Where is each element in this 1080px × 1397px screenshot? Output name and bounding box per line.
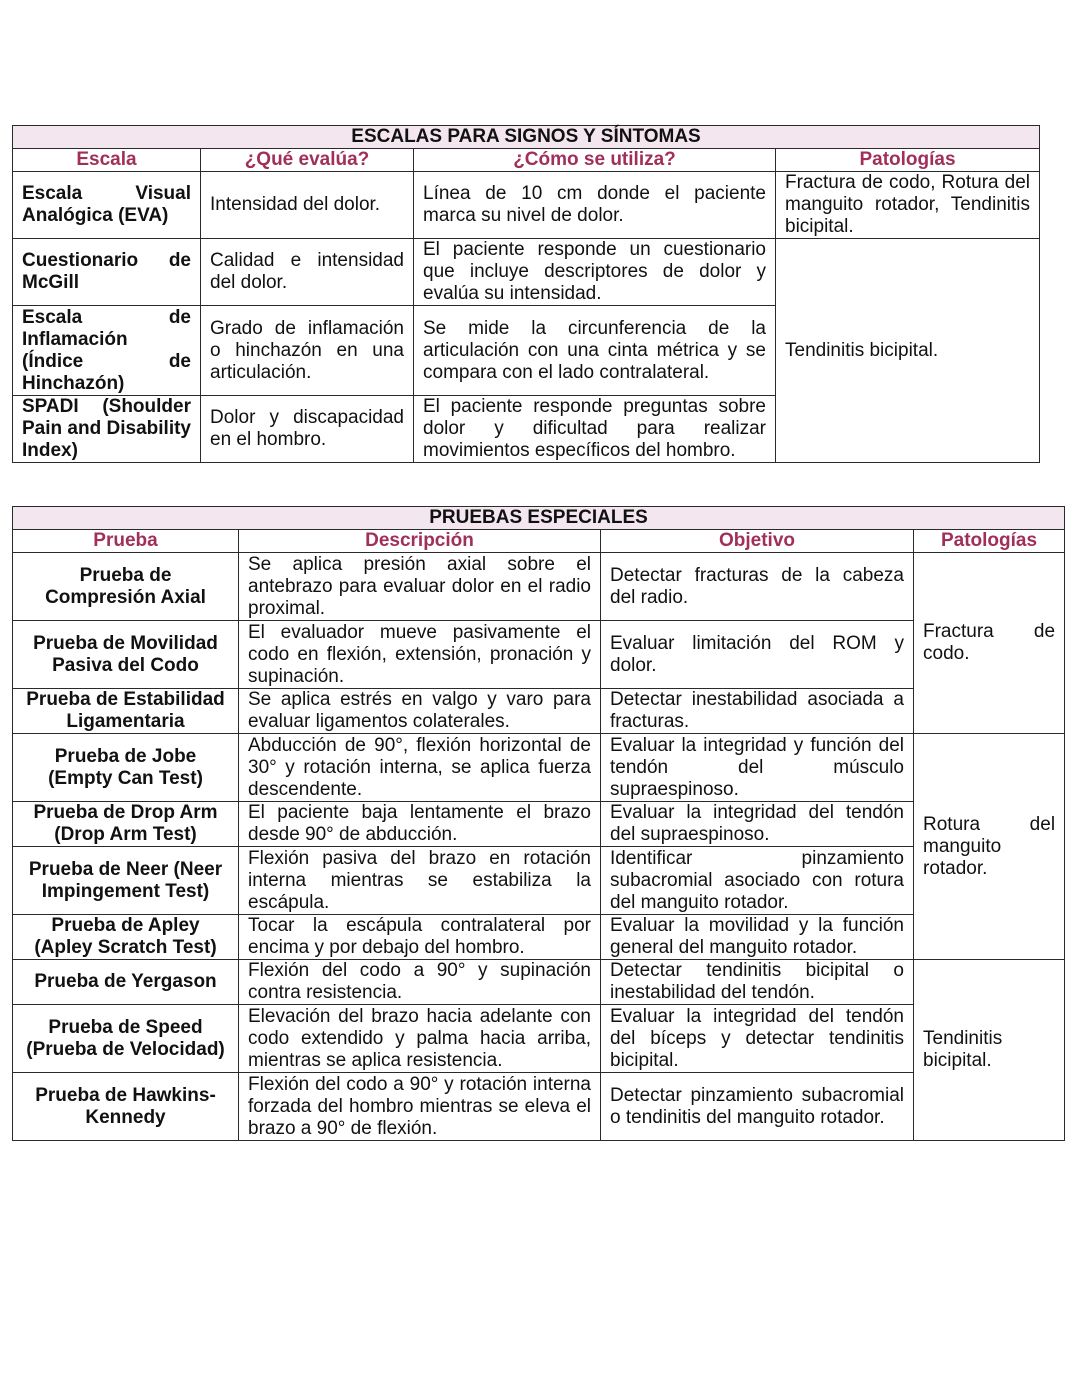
prueba-name: Prueba de Neer (Neer Impingement Test)	[13, 847, 239, 915]
table-row	[13, 172, 1040, 239]
prueba-patologia: Tendinitis bicipital.	[914, 960, 1065, 1141]
header-descripcion: Descripción	[239, 530, 601, 553]
table-row	[13, 734, 1065, 802]
prueba-name: Prueba de Compresión Axial	[13, 553, 239, 621]
table-row	[13, 960, 1065, 1005]
table-row	[13, 915, 1065, 960]
prueba-descripcion: El paciente baja lentamente el brazo desde 90° de abducción.	[239, 802, 601, 847]
prueba-descripcion: Se aplica estrés en valgo y varo para evaluar ligamentos colaterales.	[239, 689, 601, 734]
prueba-objetivo: Detectar pinzamiento subacromial o tendinitis del manguito rotador.	[601, 1073, 914, 1141]
prueba-descripcion: Flexión pasiva del brazo en rotación interna mientras se estabiliza la escápula.	[239, 847, 601, 915]
escala-uso: El paciente responde preguntas sobre dolor y dificultad para realizar movimientos específicos del hombro.	[414, 396, 776, 463]
escala-uso: El paciente responde un cuestionario que incluye descriptores de dolor y evalúa su intensidad.	[414, 239, 776, 306]
escala-name: Escala Visual Analógica (EVA)	[13, 172, 201, 239]
header-patologias: Patologías	[914, 530, 1065, 553]
prueba-descripcion: Flexión del codo a 90° y rotación interna forzada del hombro mientras se eleva el brazo a 90° de flexión.	[239, 1073, 601, 1141]
escala-evalua: Intensidad del dolor.	[201, 172, 414, 239]
escala-uso: Línea de 10 cm donde el paciente marca su nivel de dolor.	[414, 172, 776, 239]
header-escala: Escala	[13, 149, 201, 172]
escala-patologia: Tendinitis bicipital.	[776, 239, 1040, 463]
prueba-objetivo: Evaluar la integridad y función del tendón del músculo supraespinoso.	[601, 734, 914, 802]
escala-uso: Se mide la circunferencia de la articulación con una cinta métrica y se compara con el lado contralateral.	[414, 306, 776, 396]
prueba-objetivo: Evaluar la integridad del tendón del bíceps y detectar tendinitis bicipital.	[601, 1005, 914, 1073]
prueba-objetivo: Evaluar la movilidad y la función general del manguito rotador.	[601, 915, 914, 960]
table-row	[13, 239, 1040, 306]
prueba-patologia: Fractura de codo.	[914, 553, 1065, 734]
escala-name: Escala de Inflamación (Índice de Hinchazón)	[13, 306, 201, 396]
pruebas-title: PRUEBAS ESPECIALES	[13, 507, 1065, 530]
header-que-evalua: ¿Qué evalúa?	[201, 149, 414, 172]
header-objetivo: Objetivo	[601, 530, 914, 553]
prueba-name: Prueba de Yergason	[13, 960, 239, 1005]
prueba-descripcion: Flexión del codo a 90° y supinación contra resistencia.	[239, 960, 601, 1005]
prueba-objetivo: Detectar tendinitis bicipital o inestabilidad del tendón.	[601, 960, 914, 1005]
header-como-se-utiliza: ¿Cómo se utiliza?	[414, 149, 776, 172]
table-row	[13, 689, 1065, 734]
escala-evalua: Dolor y discapacidad en el hombro.	[201, 396, 414, 463]
prueba-patologia: Rotura del manguito rotador.	[914, 734, 1065, 960]
table-row	[13, 1073, 1065, 1141]
escala-name: SPADI (Shoulder Pain and Disability Index)	[13, 396, 201, 463]
table-row	[13, 553, 1065, 621]
header-patologias: Patologías	[776, 149, 1040, 172]
pruebas-table	[12, 506, 1065, 1141]
prueba-descripcion: Abducción de 90°, flexión horizontal de 30° y rotación interna, se aplica fuerza descendente.	[239, 734, 601, 802]
escalas-title: ESCALAS PARA SIGNOS Y SÍNTOMAS	[13, 126, 1040, 149]
table-row	[13, 802, 1065, 847]
prueba-objetivo: Detectar inestabilidad asociada a fracturas.	[601, 689, 914, 734]
prueba-objetivo: Evaluar limitación del ROM y dolor.	[601, 621, 914, 689]
escala-patologia: Fractura de codo, Rotura del manguito rotador, Tendinitis bicipital.	[776, 172, 1040, 239]
prueba-name: Prueba de Movilidad Pasiva del Codo	[13, 621, 239, 689]
table-row	[13, 847, 1065, 915]
prueba-name: Prueba de Speed (Prueba de Velocidad)	[13, 1005, 239, 1073]
prueba-descripcion: Se aplica presión axial sobre el antebrazo para evaluar dolor en el radio proximal.	[239, 553, 601, 621]
escalas-table	[12, 125, 1040, 463]
prueba-name: Prueba de Drop Arm (Drop Arm Test)	[13, 802, 239, 847]
prueba-name: Prueba de Estabilidad Ligamentaria	[13, 689, 239, 734]
escala-evalua: Calidad e intensidad del dolor.	[201, 239, 414, 306]
prueba-descripcion: Tocar la escápula contralateral por encima y por debajo del hombro.	[239, 915, 601, 960]
escala-name: Cuestionario de McGill	[13, 239, 201, 306]
prueba-name: Prueba de Apley (Apley Scratch Test)	[13, 915, 239, 960]
prueba-name: Prueba de Hawkins-Kennedy	[13, 1073, 239, 1141]
table-row	[13, 621, 1065, 689]
escala-evalua: Grado de inflamación o hinchazón en una articulación.	[201, 306, 414, 396]
header-prueba: Prueba	[13, 530, 239, 553]
prueba-objetivo: Evaluar la integridad del tendón del supraespinoso.	[601, 802, 914, 847]
prueba-objetivo: Identificar pinzamiento subacromial asociado con rotura del manguito rotador.	[601, 847, 914, 915]
prueba-descripcion: El evaluador mueve pasivamente el codo en flexión, extensión, pronación y supinación.	[239, 621, 601, 689]
prueba-objetivo: Detectar fracturas de la cabeza del radio.	[601, 553, 914, 621]
table-row	[13, 1005, 1065, 1073]
prueba-name: Prueba de Jobe (Empty Can Test)	[13, 734, 239, 802]
prueba-descripcion: Elevación del brazo hacia adelante con codo extendido y palma hacia arriba, mientras se aplica resistencia.	[239, 1005, 601, 1073]
